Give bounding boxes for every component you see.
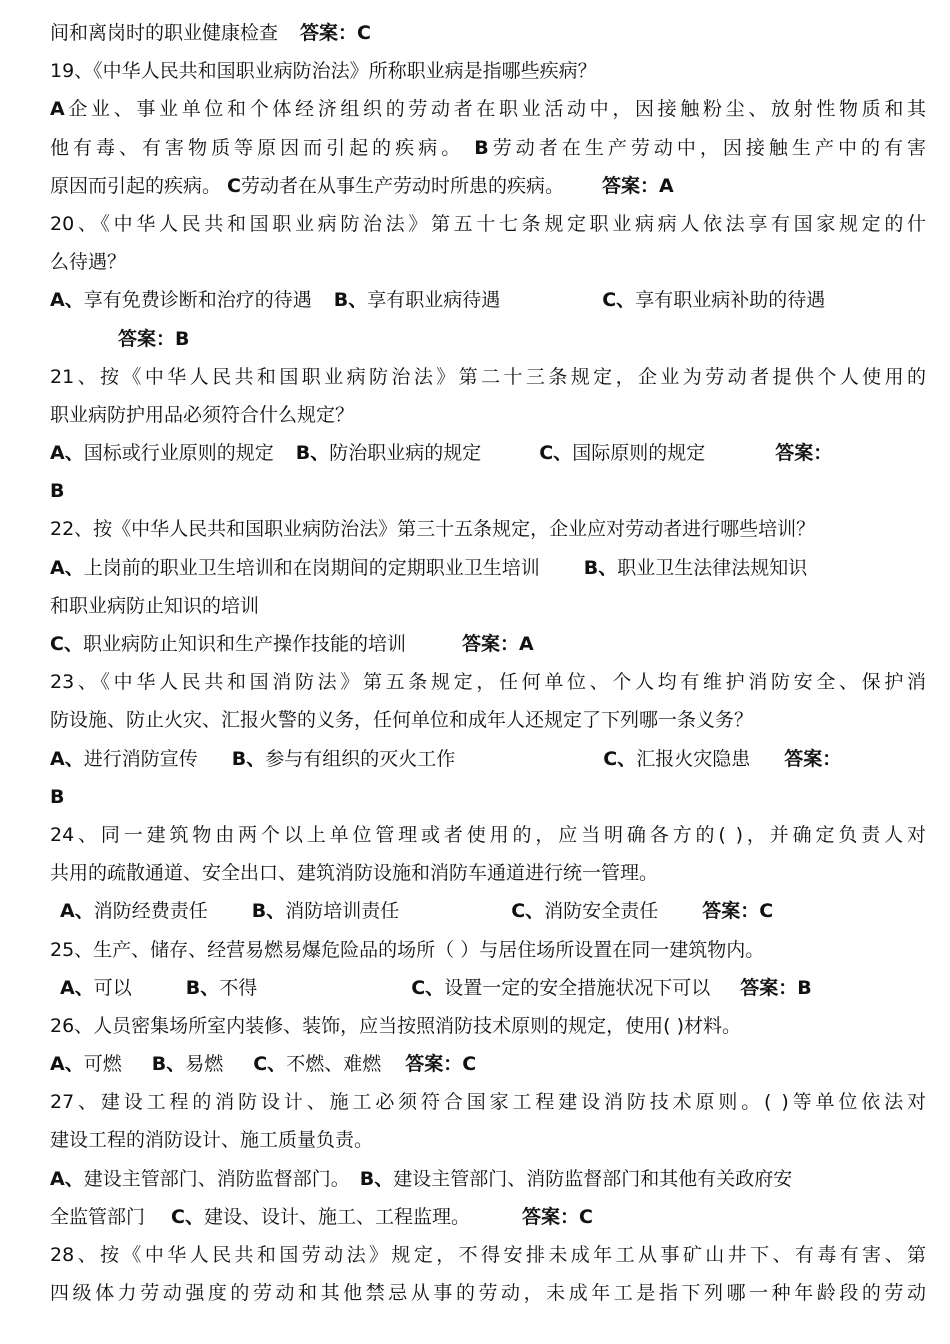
text-line	[50, 14, 926, 52]
text-line: 职业病防护用品必须符合什么规定？	[50, 403, 355, 426]
answer-row: B	[50, 785, 65, 808]
answer: 答案：	[775, 442, 833, 465]
text-line: A企业、事业单位和个体经济组织的劳动者在职业活动中，因接触粉尘、放射性物质和其	[50, 98, 926, 121]
options-row: A、建设主管部门、消防监督部门。 B、建设主管部门、消防监督部门和其他有关政府安	[50, 1167, 793, 1190]
answer: 答案：B	[740, 976, 812, 999]
question-21: 21、按《中华人民共和国职业病防治法》第二十三条规定，企业为劳动者提供个人使用的	[50, 365, 926, 388]
options-row: A、上岗前的职业卫生培训和在岗期间的定期职业卫生培训 B、职业卫生法律法规知识	[50, 556, 808, 579]
answer: 答案：C	[521, 1205, 593, 1228]
options-row: A、进行消防宣传 B、参与有组织的灭火工作 C、汇报火灾隐患 答案：	[50, 747, 842, 770]
question-23: 23、《中华人民共和国消防法》第五条规定，任何单位、个人均有维护消防安全、保护消	[50, 671, 926, 694]
answer: 答案：A	[602, 174, 674, 197]
answer: 答案：C	[702, 900, 774, 923]
answer: 答案：	[784, 747, 842, 770]
answer: 答案：B	[118, 327, 190, 350]
answer: 答案：A	[461, 633, 534, 655]
options-row: A、享有免费诊断和治疗的待遇 B、享有职业病待遇 C、享有职业病补助的待遇	[50, 289, 826, 312]
options-row: A、可以 B、不得 C、设置一定的安全措施状况下可以 答案：B	[60, 976, 812, 999]
options-row: A、国标或行业原则的规定 B、防治职业病的规定 C、国际原则的规定 答案：	[50, 442, 833, 465]
text-line: 防设施、防止火灾、汇报火警的义务，任何单位和成年人还规定了下列哪一条义务？	[50, 709, 754, 732]
text-line: 原因而引起的疾病。 C劳动者在从事生产劳动时所患的疾病。 答案：A	[50, 174, 674, 197]
question-24: 24、同一建筑物由两个以上单位管理或者使用的，应当明确各方的( )，并确定负责人对	[50, 823, 926, 846]
answer-row: B	[50, 480, 65, 503]
question-22: 22、按《中华人民共和国职业病防治法》第三十五条规定，企业应对劳动者进行哪些培训？	[50, 518, 816, 541]
line-text: 间和离岗时的职业健康检查	[50, 22, 279, 44]
question-20: 20、《中华人民共和国职业病防治法》第五十七条规定职业病病人依法享有国家规定的什	[50, 212, 926, 235]
options-row: 全监管部门 C、建设、设计、施工、工程监理。 答案：C	[50, 1205, 593, 1228]
question-26: 26、人员密集场所室内装修、装饰，应当按照消防技术原则的规定，使用( )材料。	[50, 1014, 742, 1037]
text-line: 共用的疏散通道、安全出口、建筑消防设施和消防车通道进行统一管理。	[50, 862, 659, 885]
question-27: 27、建设工程的消防设计、施工必须符合国家工程建设消防技术原则。( )等单位依法对	[50, 1091, 926, 1114]
text-line: 四级体力劳动强度的劳动和其他禁忌从事的劳动，未成年工是指下列哪一种年龄段的劳动	[50, 1282, 926, 1305]
answer: 答案：C	[405, 1053, 477, 1076]
question-25: 25、生产、储存、经营易燃易爆危险品的场所（ ）与居住场所设置在同一建筑物内。	[50, 938, 765, 961]
options-row: A、可燃 B、易燃 C、不燃、难燃 答案：C	[50, 1053, 477, 1076]
answer: 答案：C	[300, 22, 371, 44]
text-line: 建设工程的消防设计、施工质量负责。	[50, 1129, 374, 1152]
options-row: A、消防经费责任 B、消防培训责任 C、消防安全责任 答案：C	[60, 900, 774, 923]
answer-row	[50, 320, 926, 358]
text-line: 么待遇？	[50, 251, 127, 274]
text-line: 和职业病防止知识的培训	[50, 594, 260, 617]
text-line: 他有毒、有害物质等原因而引起的疾病。 B劳动者在生产劳动中，因接触生产中的有害	[50, 136, 926, 159]
question-19: 19、《中华人民共和国职业病防治法》所称职业病是指哪些疾病？	[50, 60, 597, 83]
question-28: 28、按《中华人民共和国劳动法》规定，不得安排未成年工从事矿山井下、有毒有害、第	[50, 1244, 926, 1266]
options-row: C、职业病防止知识和生产操作技能的培训 答案：A	[50, 633, 534, 655]
